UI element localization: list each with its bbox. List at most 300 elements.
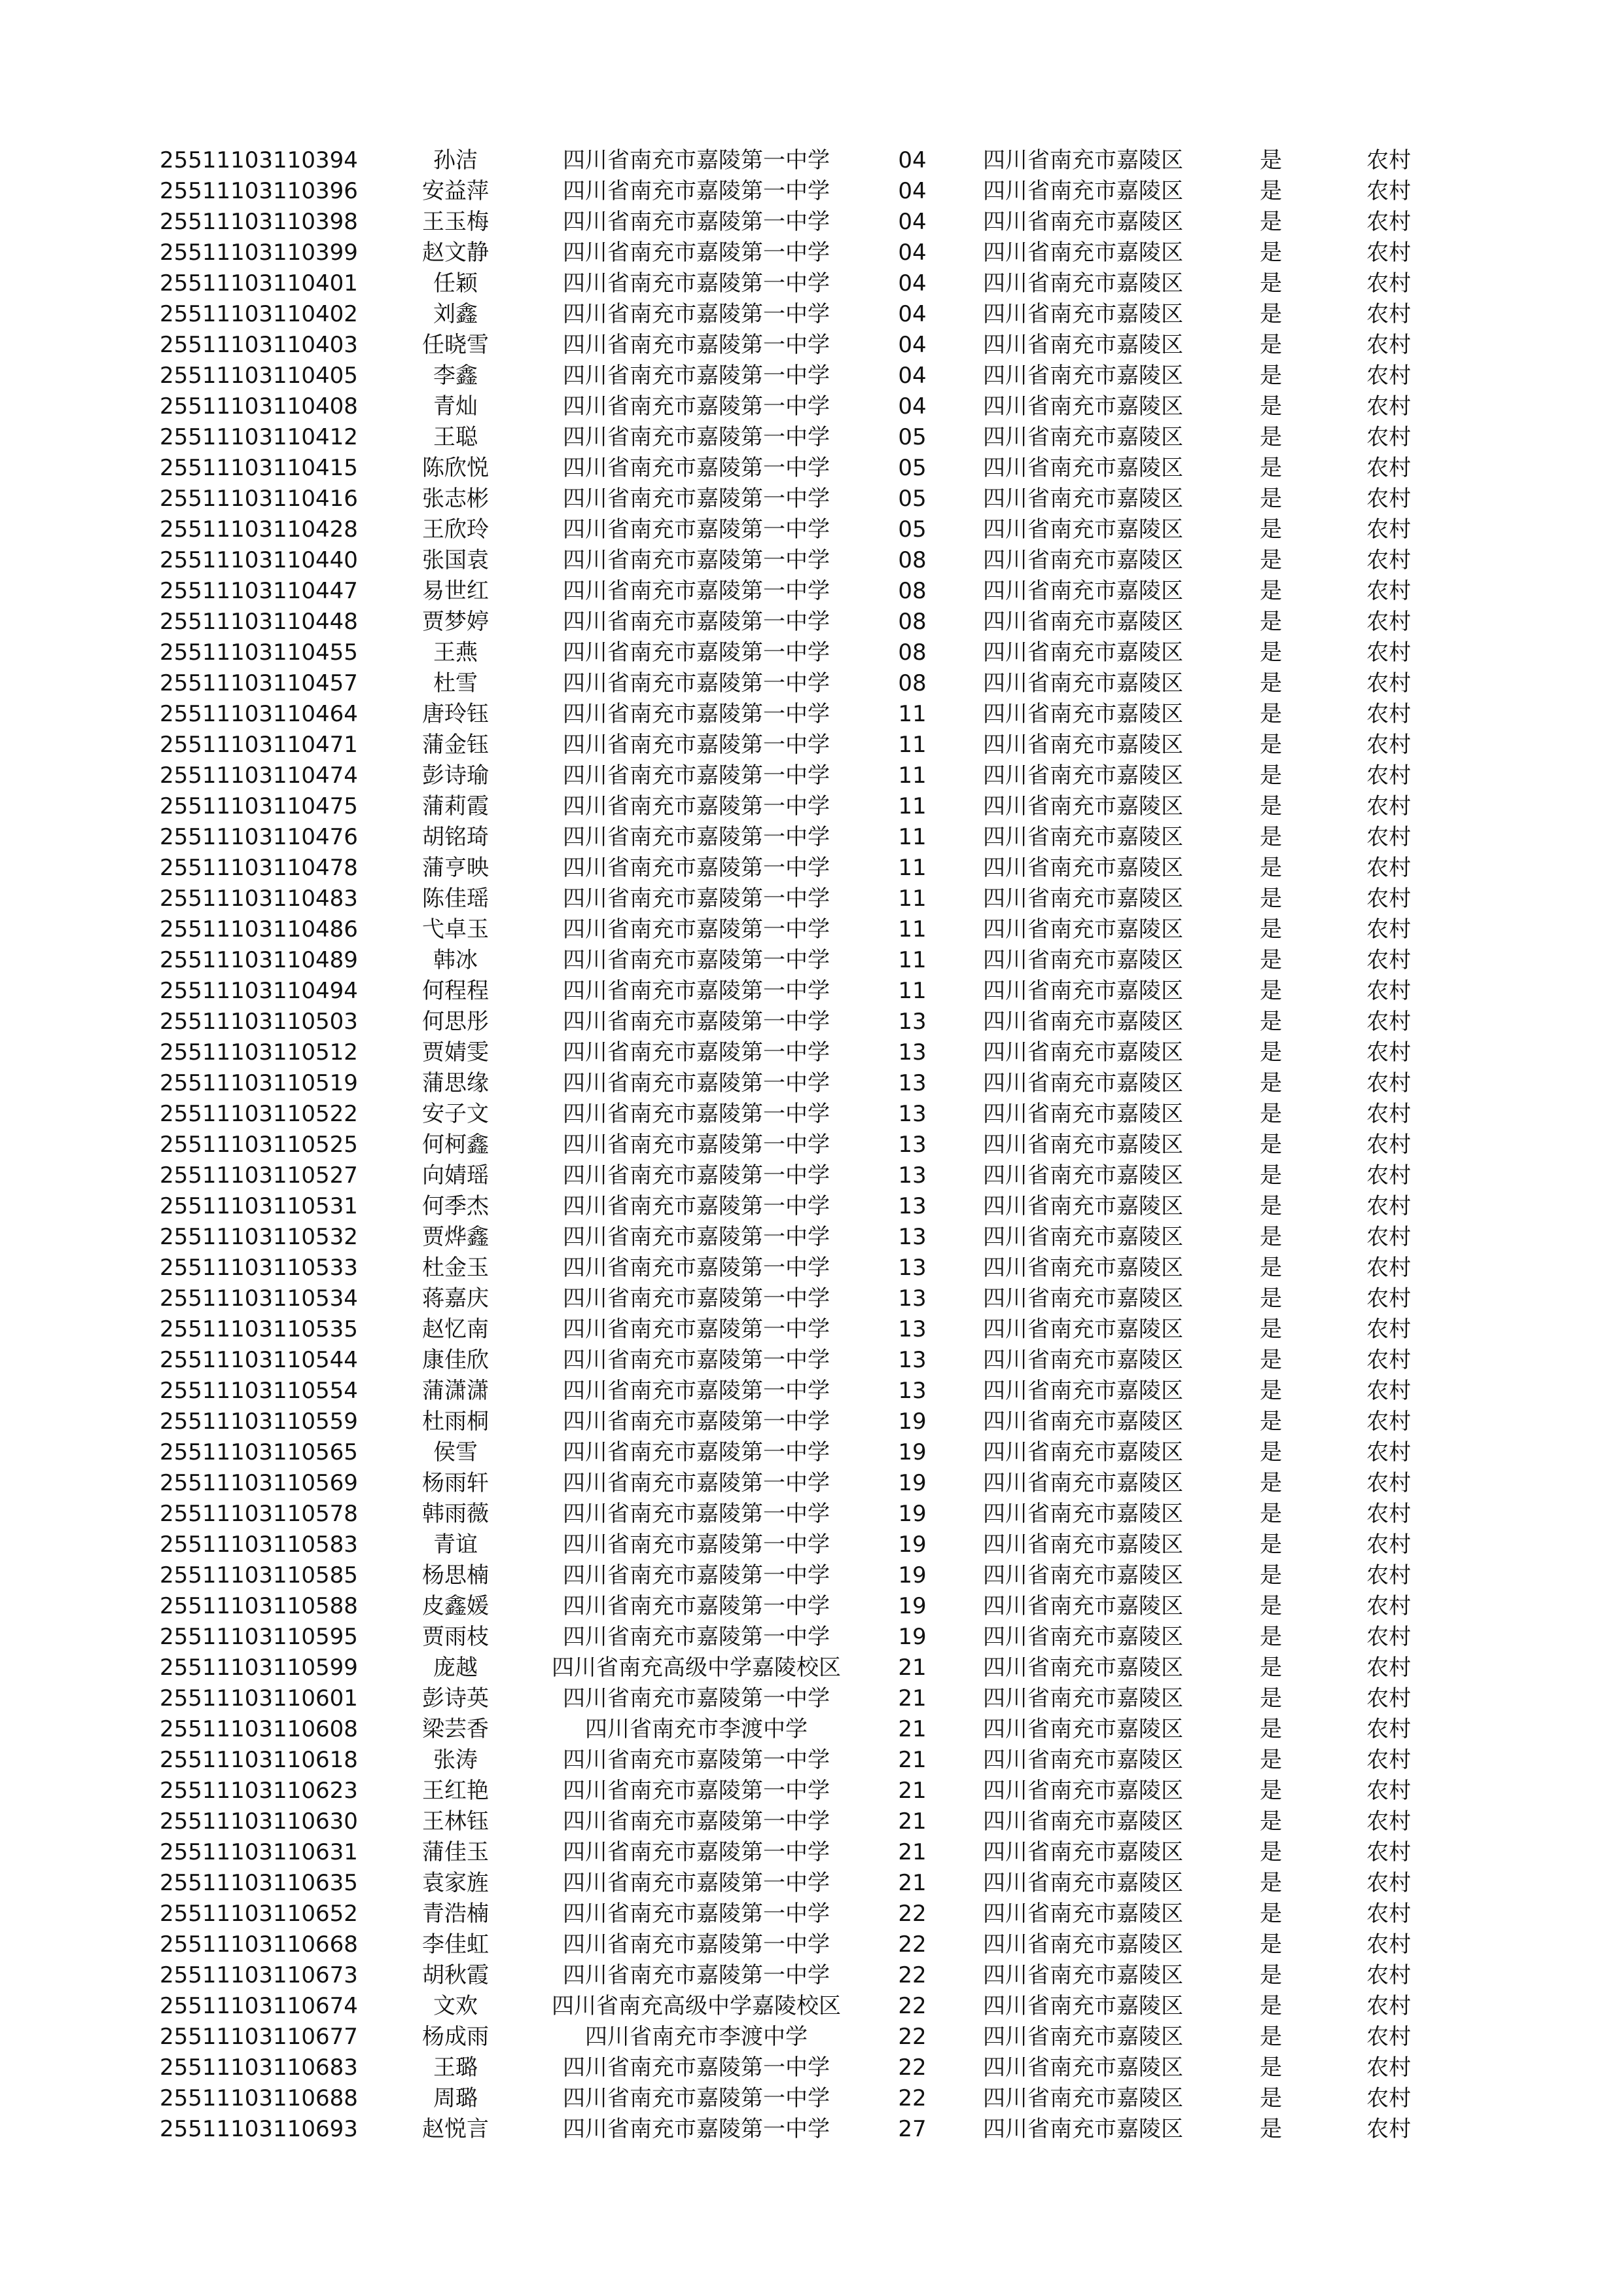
school-cell: 四川省南充市嘉陵第一中学 xyxy=(563,1193,830,1219)
table-row xyxy=(160,453,1469,484)
student-id-cell: 25511103110416 xyxy=(160,486,358,512)
school-cell: 四川省南充市嘉陵第一中学 xyxy=(563,1101,830,1127)
school-cell: 四川省南充市嘉陵第一中学 xyxy=(563,1470,830,1496)
flag-cell: 是 xyxy=(1260,1532,1282,1558)
student-id-cell: 25511103110401 xyxy=(160,270,358,296)
class-cell: 19 xyxy=(898,1439,927,1465)
school-cell: 四川省南充市嘉陵第一中学 xyxy=(563,886,830,912)
residence-type-cell: 农村 xyxy=(1366,824,1411,850)
residence-type-cell: 农村 xyxy=(1366,363,1411,389)
region-cell: 四川省南充市嘉陵区 xyxy=(983,947,1183,973)
school-cell: 四川省南充市嘉陵第一中学 xyxy=(563,486,830,512)
class-cell: 19 xyxy=(898,1593,927,1619)
flag-cell: 是 xyxy=(1260,455,1282,481)
student-name-cell: 王玉梅 xyxy=(422,209,489,235)
residence-type-cell: 农村 xyxy=(1366,332,1411,358)
flag-cell: 是 xyxy=(1260,2054,1282,2081)
residence-type-cell: 农村 xyxy=(1366,916,1411,942)
flag-cell: 是 xyxy=(1260,947,1282,973)
student-id-cell: 25511103110525 xyxy=(160,1132,358,1158)
student-id-cell: 25511103110527 xyxy=(160,1162,358,1189)
student-name-cell: 蒲亨映 xyxy=(422,855,489,881)
region-cell: 四川省南充市嘉陵区 xyxy=(983,2024,1183,2050)
student-name-cell: 向婧瑶 xyxy=(422,1162,489,1189)
residence-type-cell: 农村 xyxy=(1366,2085,1411,2111)
table-row xyxy=(160,761,1469,791)
residence-type-cell: 农村 xyxy=(1366,1070,1411,1096)
school-cell: 四川省南充高级中学嘉陵校区 xyxy=(552,1655,841,1681)
table-row xyxy=(160,1653,1469,1683)
student-id-cell: 25511103110405 xyxy=(160,363,358,389)
table-row xyxy=(160,822,1469,853)
class-cell: 22 xyxy=(898,2024,927,2050)
student-id-cell: 25511103110455 xyxy=(160,639,358,666)
student-name-cell: 安益萍 xyxy=(422,178,489,204)
student-name-cell: 蒲思缘 xyxy=(422,1070,489,1096)
flag-cell: 是 xyxy=(1260,1808,1282,1835)
student-name-cell: 彭诗英 xyxy=(422,1685,489,1712)
flag-cell: 是 xyxy=(1260,1162,1282,1189)
residence-type-cell: 农村 xyxy=(1366,1470,1411,1496)
residence-type-cell: 农村 xyxy=(1366,1716,1411,1742)
student-name-cell: 青浩楠 xyxy=(422,1901,489,1927)
region-cell: 四川省南充市嘉陵区 xyxy=(983,1039,1183,1066)
table-row xyxy=(160,238,1469,268)
residence-type-cell: 农村 xyxy=(1366,1439,1411,1465)
student-id-cell: 25511103110486 xyxy=(160,916,358,942)
class-cell: 21 xyxy=(898,1716,927,1742)
residence-type-cell: 农村 xyxy=(1366,270,1411,296)
class-cell: 11 xyxy=(898,855,927,881)
table-row xyxy=(160,268,1469,299)
table-row xyxy=(160,853,1469,884)
table-row xyxy=(160,1960,1469,1991)
class-cell: 11 xyxy=(898,978,927,1004)
residence-type-cell: 农村 xyxy=(1366,240,1411,266)
residence-type-cell: 农村 xyxy=(1366,1747,1411,1773)
table-row xyxy=(160,1806,1469,1837)
region-cell: 四川省南充市嘉陵区 xyxy=(983,1162,1183,1189)
residence-type-cell: 农村 xyxy=(1366,1593,1411,1619)
flag-cell: 是 xyxy=(1260,1685,1282,1712)
residence-type-cell: 农村 xyxy=(1366,578,1411,604)
school-cell: 四川省南充市嘉陵第一中学 xyxy=(563,1009,830,1035)
student-id-cell: 25511103110475 xyxy=(160,793,358,819)
table-row xyxy=(160,176,1469,207)
student-id-cell: 25511103110394 xyxy=(160,147,358,173)
school-cell: 四川省南充市嘉陵第一中学 xyxy=(563,1870,830,1896)
student-name-cell: 张涛 xyxy=(433,1747,478,1773)
class-cell: 11 xyxy=(898,947,927,973)
table-row xyxy=(160,1345,1469,1376)
region-cell: 四川省南充市嘉陵区 xyxy=(983,486,1183,512)
student-name-cell: 周璐 xyxy=(433,2085,478,2111)
student-id-cell: 25511103110531 xyxy=(160,1193,358,1219)
residence-type-cell: 农村 xyxy=(1366,855,1411,881)
region-cell: 四川省南充市嘉陵区 xyxy=(983,240,1183,266)
student-name-cell: 王林钰 xyxy=(422,1808,489,1835)
school-cell: 四川省南充市嘉陵第一中学 xyxy=(563,332,830,358)
table-row xyxy=(160,1191,1469,1222)
region-cell: 四川省南充市嘉陵区 xyxy=(983,1285,1183,1312)
student-id-cell: 25511103110554 xyxy=(160,1378,358,1404)
region-cell: 四川省南充市嘉陵区 xyxy=(983,732,1183,758)
flag-cell: 是 xyxy=(1260,1870,1282,1896)
school-cell: 四川省南充市嘉陵第一中学 xyxy=(563,762,830,789)
table-row xyxy=(160,730,1469,761)
table-row xyxy=(160,361,1469,391)
region-cell: 四川省南充市嘉陵区 xyxy=(983,1808,1183,1835)
student-id-cell: 25511103110447 xyxy=(160,578,358,604)
region-cell: 四川省南充市嘉陵区 xyxy=(983,1009,1183,1035)
class-cell: 19 xyxy=(898,1408,927,1435)
student-name-cell: 杜雨桐 xyxy=(422,1408,489,1435)
school-cell: 四川省南充市嘉陵第一中学 xyxy=(563,1778,830,1804)
table-row xyxy=(160,1437,1469,1468)
flag-cell: 是 xyxy=(1260,978,1282,1004)
table-row xyxy=(160,1314,1469,1345)
class-cell: 21 xyxy=(898,1870,927,1896)
table-row xyxy=(160,1253,1469,1283)
class-cell: 27 xyxy=(898,2116,927,2142)
flag-cell: 是 xyxy=(1260,1132,1282,1158)
region-cell: 四川省南充市嘉陵区 xyxy=(983,2116,1183,2142)
student-id-cell: 25511103110522 xyxy=(160,1101,358,1127)
table-row xyxy=(160,514,1469,545)
school-cell: 四川省南充市嘉陵第一中学 xyxy=(563,1624,830,1650)
school-cell: 四川省南充市嘉陵第一中学 xyxy=(563,1070,830,1096)
student-name-cell: 李鑫 xyxy=(433,363,478,389)
class-cell: 05 xyxy=(898,516,927,543)
region-cell: 四川省南充市嘉陵区 xyxy=(983,978,1183,1004)
region-cell: 四川省南充市嘉陵区 xyxy=(983,270,1183,296)
class-cell: 13 xyxy=(898,1255,927,1281)
table-row xyxy=(160,1283,1469,1314)
residence-type-cell: 农村 xyxy=(1366,1870,1411,1896)
table-row xyxy=(160,1622,1469,1653)
school-cell: 四川省南充市嘉陵第一中学 xyxy=(563,1808,830,1835)
region-cell: 四川省南充市嘉陵区 xyxy=(983,762,1183,789)
student-name-cell: 何柯鑫 xyxy=(422,1132,489,1158)
student-name-cell: 青灿 xyxy=(433,393,478,420)
student-name-cell: 孙洁 xyxy=(433,147,478,173)
student-name-cell: 王欣玲 xyxy=(422,516,489,543)
class-cell: 21 xyxy=(898,1655,927,1681)
school-cell: 四川省南充市嘉陵第一中学 xyxy=(563,670,830,696)
student-id-cell: 25511103110474 xyxy=(160,762,358,789)
class-cell: 13 xyxy=(898,1285,927,1312)
student-name-cell: 王璐 xyxy=(433,2054,478,2081)
residence-type-cell: 农村 xyxy=(1366,301,1411,327)
flag-cell: 是 xyxy=(1260,1931,1282,1958)
region-cell: 四川省南充市嘉陵区 xyxy=(983,2085,1183,2111)
flag-cell: 是 xyxy=(1260,1501,1282,1527)
class-cell: 04 xyxy=(898,332,927,358)
student-name-cell: 何季杰 xyxy=(422,1193,489,1219)
region-cell: 四川省南充市嘉陵区 xyxy=(983,1901,1183,1927)
class-cell: 08 xyxy=(898,609,927,635)
region-cell: 四川省南充市嘉陵区 xyxy=(983,1378,1183,1404)
student-name-cell: 杜金玉 xyxy=(422,1255,489,1281)
table-row xyxy=(160,637,1469,668)
table-row xyxy=(160,976,1469,1007)
student-id-cell: 25511103110559 xyxy=(160,1408,358,1435)
student-id-cell: 25511103110532 xyxy=(160,1224,358,1250)
student-id-cell: 25511103110583 xyxy=(160,1532,358,1558)
school-cell: 四川省南充市嘉陵第一中学 xyxy=(563,455,830,481)
student-id-cell: 25511103110402 xyxy=(160,301,358,327)
student-name-cell: 杨成雨 xyxy=(422,2024,489,2050)
student-name-cell: 蒲金钰 xyxy=(422,732,489,758)
region-cell: 四川省南充市嘉陵区 xyxy=(983,1993,1183,2019)
residence-type-cell: 农村 xyxy=(1366,978,1411,1004)
student-name-cell: 梁芸香 xyxy=(422,1716,489,1742)
class-cell: 11 xyxy=(898,701,927,727)
school-cell: 四川省南充市嘉陵第一中学 xyxy=(563,1132,830,1158)
flag-cell: 是 xyxy=(1260,516,1282,543)
region-cell: 四川省南充市嘉陵区 xyxy=(983,1931,1183,1958)
student-name-cell: 易世红 xyxy=(422,578,489,604)
region-cell: 四川省南充市嘉陵区 xyxy=(983,886,1183,912)
table-row xyxy=(160,545,1469,576)
school-cell: 四川省南充市嘉陵第一中学 xyxy=(563,240,830,266)
residence-type-cell: 农村 xyxy=(1366,1408,1411,1435)
class-cell: 22 xyxy=(898,1993,927,2019)
student-id-cell: 25511103110535 xyxy=(160,1316,358,1342)
table-row xyxy=(160,576,1469,607)
class-cell: 11 xyxy=(898,793,927,819)
class-cell: 04 xyxy=(898,363,927,389)
flag-cell: 是 xyxy=(1260,1255,1282,1281)
region-cell: 四川省南充市嘉陵区 xyxy=(983,1778,1183,1804)
table-row xyxy=(160,1837,1469,1868)
school-cell: 四川省南充市嘉陵第一中学 xyxy=(563,855,830,881)
student-name-cell: 陈佳瑶 xyxy=(422,886,489,912)
flag-cell: 是 xyxy=(1260,1316,1282,1342)
student-id-cell: 25511103110412 xyxy=(160,424,358,450)
region-cell: 四川省南充市嘉陵区 xyxy=(983,301,1183,327)
student-id-cell: 25511103110683 xyxy=(160,2054,358,2081)
region-cell: 四川省南充市嘉陵区 xyxy=(983,332,1183,358)
region-cell: 四川省南充市嘉陵区 xyxy=(983,1562,1183,1588)
class-cell: 11 xyxy=(898,762,927,789)
student-id-cell: 25511103110608 xyxy=(160,1716,358,1742)
table-row xyxy=(160,1591,1469,1622)
residence-type-cell: 农村 xyxy=(1366,947,1411,973)
student-name-cell: 张志彬 xyxy=(422,486,489,512)
flag-cell: 是 xyxy=(1260,701,1282,727)
flag-cell: 是 xyxy=(1260,2116,1282,2142)
region-cell: 四川省南充市嘉陵区 xyxy=(983,578,1183,604)
school-cell: 四川省南充市嘉陵第一中学 xyxy=(563,978,830,1004)
school-cell: 四川省南充市嘉陵第一中学 xyxy=(563,516,830,543)
school-cell: 四川省南充市嘉陵第一中学 xyxy=(563,147,830,173)
school-cell: 四川省南充市李渡中学 xyxy=(585,1716,808,1742)
table-row xyxy=(160,1776,1469,1806)
student-name-cell: 蒲莉霞 xyxy=(422,793,489,819)
region-cell: 四川省南充市嘉陵区 xyxy=(983,424,1183,450)
region-cell: 四川省南充市嘉陵区 xyxy=(983,516,1183,543)
residence-type-cell: 农村 xyxy=(1366,147,1411,173)
residence-type-cell: 农村 xyxy=(1366,1901,1411,1927)
class-cell: 21 xyxy=(898,1808,927,1835)
class-cell: 21 xyxy=(898,1747,927,1773)
class-cell: 08 xyxy=(898,639,927,666)
table-row xyxy=(160,1468,1469,1499)
region-cell: 四川省南充市嘉陵区 xyxy=(983,1532,1183,1558)
table-row xyxy=(160,1991,1469,2022)
school-cell: 四川省南充市嘉陵第一中学 xyxy=(563,947,830,973)
student-name-cell: 王红艳 xyxy=(422,1778,489,1804)
student-id-cell: 25511103110399 xyxy=(160,240,358,266)
student-id-cell: 25511103110471 xyxy=(160,732,358,758)
flag-cell: 是 xyxy=(1260,1347,1282,1373)
school-cell: 四川省南充市嘉陵第一中学 xyxy=(563,1962,830,1988)
region-cell: 四川省南充市嘉陵区 xyxy=(983,393,1183,420)
region-cell: 四川省南充市嘉陵区 xyxy=(983,1224,1183,1250)
student-id-cell: 25511103110630 xyxy=(160,1808,358,1835)
table-row xyxy=(160,1376,1469,1407)
residence-type-cell: 农村 xyxy=(1366,1039,1411,1066)
flag-cell: 是 xyxy=(1260,2024,1282,2050)
student-id-cell: 25511103110677 xyxy=(160,2024,358,2050)
flag-cell: 是 xyxy=(1260,547,1282,573)
class-cell: 04 xyxy=(898,240,927,266)
school-cell: 四川省南充市嘉陵第一中学 xyxy=(563,1285,830,1312)
class-cell: 19 xyxy=(898,1562,927,1588)
class-cell: 11 xyxy=(898,824,927,850)
class-cell: 22 xyxy=(898,1931,927,1958)
region-cell: 四川省南充市嘉陵区 xyxy=(983,1347,1183,1373)
region-cell: 四川省南充市嘉陵区 xyxy=(983,1870,1183,1896)
school-cell: 四川省南充市嘉陵第一中学 xyxy=(563,1408,830,1435)
class-cell: 05 xyxy=(898,455,927,481)
student-name-cell: 彭诗瑜 xyxy=(422,762,489,789)
residence-type-cell: 农村 xyxy=(1366,209,1411,235)
student-name-cell: 贾烨鑫 xyxy=(422,1224,489,1250)
table-row xyxy=(160,1530,1469,1560)
student-id-cell: 25511103110396 xyxy=(160,178,358,204)
region-cell: 四川省南充市嘉陵区 xyxy=(983,855,1183,881)
region-cell: 四川省南充市嘉陵区 xyxy=(983,1839,1183,1865)
student-id-cell: 25511103110440 xyxy=(160,547,358,573)
school-cell: 四川省南充市嘉陵第一中学 xyxy=(563,178,830,204)
residence-type-cell: 农村 xyxy=(1366,2054,1411,2081)
table-row xyxy=(160,699,1469,730)
flag-cell: 是 xyxy=(1260,1778,1282,1804)
student-id-cell: 25511103110673 xyxy=(160,1962,358,1988)
flag-cell: 是 xyxy=(1260,793,1282,819)
school-cell: 四川省南充市嘉陵第一中学 xyxy=(563,1347,830,1373)
school-cell: 四川省南充市嘉陵第一中学 xyxy=(563,639,830,666)
student-name-cell: 胡铭琦 xyxy=(422,824,489,850)
class-cell: 13 xyxy=(898,1378,927,1404)
residence-type-cell: 农村 xyxy=(1366,1962,1411,1988)
flag-cell: 是 xyxy=(1260,578,1282,604)
student-name-cell: 赵文静 xyxy=(422,240,489,266)
school-cell: 四川省南充市嘉陵第一中学 xyxy=(563,824,830,850)
student-name-cell: 康佳欣 xyxy=(422,1347,489,1373)
region-cell: 四川省南充市嘉陵区 xyxy=(983,1685,1183,1712)
residence-type-cell: 农村 xyxy=(1366,1347,1411,1373)
region-cell: 四川省南充市嘉陵区 xyxy=(983,1132,1183,1158)
student-name-cell: 韩冰 xyxy=(433,947,478,973)
residence-type-cell: 农村 xyxy=(1366,1501,1411,1527)
school-cell: 四川省南充市嘉陵第一中学 xyxy=(563,1901,830,1927)
region-cell: 四川省南充市嘉陵区 xyxy=(983,1716,1183,1742)
region-cell: 四川省南充市嘉陵区 xyxy=(983,1193,1183,1219)
school-cell: 四川省南充市嘉陵第一中学 xyxy=(563,1378,830,1404)
student-name-cell: 杨雨轩 xyxy=(422,1470,489,1496)
school-cell: 四川省南充市李渡中学 xyxy=(585,2024,808,2050)
student-name-cell: 赵悦言 xyxy=(422,2116,489,2142)
residence-type-cell: 农村 xyxy=(1366,424,1411,450)
student-list-table xyxy=(160,145,1469,2145)
flag-cell: 是 xyxy=(1260,393,1282,420)
student-name-cell: 杨思楠 xyxy=(422,1562,489,1588)
student-id-cell: 25511103110494 xyxy=(160,978,358,1004)
student-id-cell: 25511103110519 xyxy=(160,1070,358,1096)
school-cell: 四川省南充市嘉陵第一中学 xyxy=(563,1162,830,1189)
table-row xyxy=(160,914,1469,945)
flag-cell: 是 xyxy=(1260,886,1282,912)
table-row xyxy=(160,668,1469,699)
residence-type-cell: 农村 xyxy=(1366,1378,1411,1404)
table-row xyxy=(160,1560,1469,1591)
student-name-cell: 袁家旌 xyxy=(422,1870,489,1896)
class-cell: 04 xyxy=(898,178,927,204)
table-row xyxy=(160,2083,1469,2114)
flag-cell: 是 xyxy=(1260,1839,1282,1865)
residence-type-cell: 农村 xyxy=(1366,793,1411,819)
class-cell: 08 xyxy=(898,547,927,573)
school-cell: 四川省南充市嘉陵第一中学 xyxy=(563,424,830,450)
student-id-cell: 25511103110428 xyxy=(160,516,358,543)
student-id-cell: 25511103110585 xyxy=(160,1562,358,1588)
student-id-cell: 25511103110588 xyxy=(160,1593,358,1619)
flag-cell: 是 xyxy=(1260,301,1282,327)
student-id-cell: 25511103110674 xyxy=(160,1993,358,2019)
region-cell: 四川省南充市嘉陵区 xyxy=(983,455,1183,481)
school-cell: 四川省南充市嘉陵第一中学 xyxy=(563,1316,830,1342)
flag-cell: 是 xyxy=(1260,1562,1282,1588)
student-name-cell: 韩雨薇 xyxy=(422,1501,489,1527)
student-id-cell: 25511103110398 xyxy=(160,209,358,235)
school-cell: 四川省南充市嘉陵第一中学 xyxy=(563,1224,830,1250)
table-row xyxy=(160,607,1469,637)
student-name-cell: 安子文 xyxy=(422,1101,489,1127)
flag-cell: 是 xyxy=(1260,1193,1282,1219)
class-cell: 04 xyxy=(898,393,927,420)
flag-cell: 是 xyxy=(1260,1470,1282,1496)
region-cell: 四川省南充市嘉陵区 xyxy=(983,209,1183,235)
flag-cell: 是 xyxy=(1260,178,1282,204)
school-cell: 四川省南充市嘉陵第一中学 xyxy=(563,209,830,235)
student-id-cell: 25511103110565 xyxy=(160,1439,358,1465)
table-row xyxy=(160,884,1469,914)
flag-cell: 是 xyxy=(1260,1439,1282,1465)
table-row xyxy=(160,391,1469,422)
class-cell: 05 xyxy=(898,424,927,450)
class-cell: 08 xyxy=(898,578,927,604)
student-id-cell: 25511103110476 xyxy=(160,824,358,850)
student-name-cell: 任晓雪 xyxy=(422,332,489,358)
student-name-cell: 庞越 xyxy=(433,1655,478,1681)
school-cell: 四川省南充市嘉陵第一中学 xyxy=(563,793,830,819)
school-cell: 四川省南充市嘉陵第一中学 xyxy=(563,1439,830,1465)
school-cell: 四川省南充市嘉陵第一中学 xyxy=(563,270,830,296)
student-name-cell: 侯雪 xyxy=(433,1439,478,1465)
